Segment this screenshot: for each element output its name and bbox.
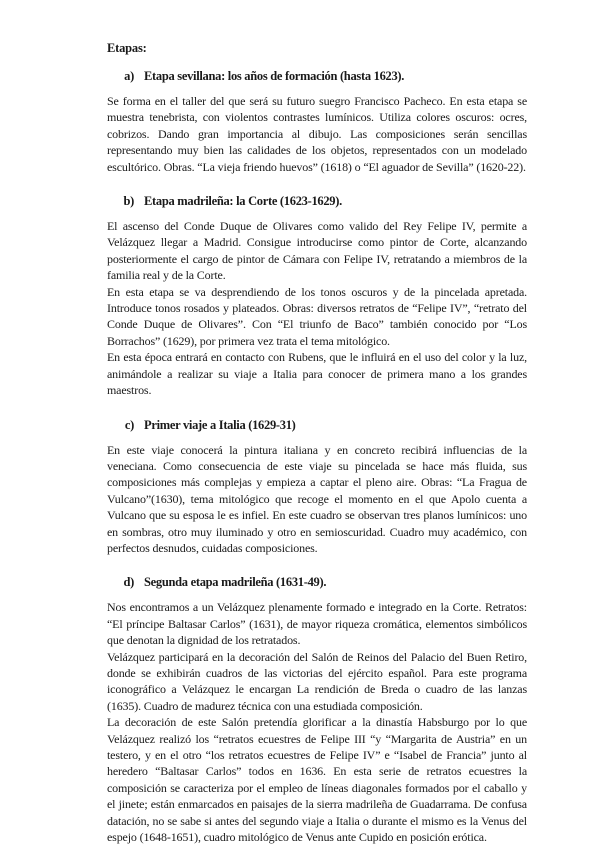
section-a bbox=[107, 68, 527, 175]
section-heading-text: Etapa madrileña: la Corte (1623-1629). bbox=[144, 194, 342, 209]
paragraph: Velázquez participará en la decoración del Salón de Reinos del Palacio del Buen Retiro, donde se exhibirán cuadros de las victorias del ejército español. Para este programa iconográfico a Velázquez le encargan La rendición de Breda o cuadro de las lanzas (1635). Cuadro de madurez técnica con una estudiada composición. bbox=[107, 649, 527, 713]
section-heading bbox=[107, 417, 527, 433]
paragraph: En esta época entrará en contacto con Rubens, que le influirá en el uso del color y la luz, animándole a realizar su viaje a Italia para conocer de primera mano a los grandes maestros. bbox=[107, 350, 527, 398]
document-content bbox=[107, 40, 527, 845]
section-heading-text: Segunda etapa madrileña (1631-49). bbox=[144, 575, 327, 590]
paragraph: Nos encontramos a un Velázquez plenamente formado e integrado en la Corte. Retratos: “El príncipe Baltasar Carlos” (1631), de mayor riqueza cromática, elementos simbólicos que denotan la dignidad de los retratados. bbox=[107, 600, 527, 648]
paragraph: En este viaje conocerá la pintura italiana y en concreto recibirá influencias de la veneciana. Como consecuencia de este viaje su pincelada se hace más fluida, sus composiciones más complejas y empieza a captar el pleno aire. Obras: “La Fragua de Vulcano”(1630), tema mitológico que recoge el momento en el que Apolo cuenta a Vulcano que su esposa le es infiel. En este cuadro se observan tres planos lumínicos: uno en sombras, otro muy iluminado y otro en semioscuridad. Cuadro muy académico, con perfectos desnudos, cuidadas composiciones. bbox=[107, 442, 527, 555]
section-heading-text: Etapa sevillana: los años de formación (hasta 1623). bbox=[144, 69, 405, 83]
paragraph: El ascenso del Conde Duque de Olivares como valido del Rey Felipe IV, permite a Velázquez llegar a Madrid. Consigue introducirse como pintor de Corte, alcanzando posteriormente el cargo de pintor de Cámara con Felipe IV, retratando a miembros de la familia real y de la Corte. bbox=[107, 219, 527, 283]
section-marker: b) bbox=[123, 194, 134, 209]
section-marker: d) bbox=[123, 575, 134, 590]
document-title: Etapas: bbox=[107, 41, 147, 55]
section-c bbox=[107, 417, 527, 557]
section-heading bbox=[107, 574, 527, 590]
section-heading bbox=[107, 68, 527, 84]
section-d bbox=[107, 574, 527, 845]
section-marker: a) bbox=[124, 69, 134, 83]
section-b bbox=[107, 193, 527, 398]
section-marker: c) bbox=[124, 417, 134, 432]
section-heading bbox=[107, 193, 527, 209]
section-heading-text: Primer viaje a Italia (1629-31) bbox=[144, 417, 296, 432]
paragraph: Se forma en el taller del que será su futuro suegro Francisco Pacheco. En esta etapa se muestra tenebrista, con violentos contrastes lumínicos. Utiliza colores oscuros: ocres, cobrizos. Dando gran importancia al dibujo. Las composiciones serán sencillas representando muy bien las calidades de los objetos, representados con un modelado escultórico. Obras. “La vieja friendo huevos” (1618) o “El aguador de Sevilla” (1620-22). bbox=[107, 94, 527, 174]
paragraph: La decoración de este Salón pretendía glorificar a la dinastía Habsburgo por lo que Velázquez realizó los “retratos ecuestres de Felipe III “y “Margarita de Austria” en un testero, y en el otro “los retratos ecuestres de Felipe IV” e “Isabel de Francia” junto al heredero “Baltasar Carlos” todos en 1636. En esta serie de retratos ecuestres la composición se caracteriza por el empleo de líneas diagonales formados por el caballo y el jinete; están enmarcados en paisajes de la sierra madrileña de Guadarrama. De confusa datación, no se sabe si antes del segundo viaje a Italia o durante el mismo es la Venus del espejo (1648-1651), cuadro mitológico de Venus ante Cupido en posición erótica. bbox=[107, 715, 527, 845]
paragraph: En esta etapa se va desprendiendo de los tonos oscuros y de la pincelada apretada. Introduce tonos rosados y plateados. Obras: diversos retratos de “Felipe IV”, “retrato del Conde Duque de Olivares”. Con “El triunfo de Baco” también conocido por “Los Borrachos” (1629), por primera vez trata el tema mitológico. bbox=[107, 284, 527, 348]
